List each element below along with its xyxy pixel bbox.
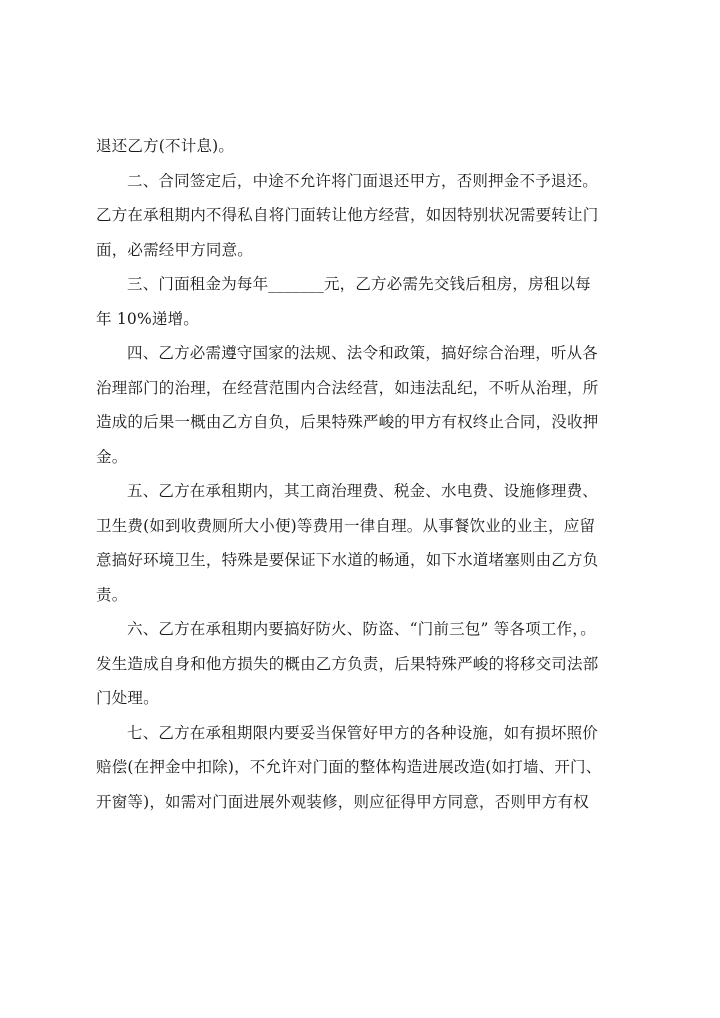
text-line: 门处理。 — [96, 689, 159, 707]
text-line: 卫生费(如到收费厕所大小便)等费用一律自理。从事餐饮业的业主，应留 — [96, 516, 596, 535]
text-line: 意搞好环境卫生，特殊是要保证下水道的畅通，如下水道堵塞则由乙方负 — [96, 551, 599, 569]
text-line: 责。 — [96, 585, 128, 604]
text-line: 五、乙方在承租期内，其工商治理费、税金、水电费、设施修理费、 — [127, 482, 599, 500]
text-line: 开窗等)，如需对门面进展外观装修，则应征得甲方同意，否则甲方有权 — [96, 792, 589, 811]
text-line: 造成的后果一概由乙方自负，后果特殊严峻的甲方有权终止合同，没收押 — [96, 413, 599, 431]
text-line: 赔偿(在押金中扣除)，不允许对门面的整体构造进展改造(如打墙、开门、 — [96, 758, 602, 776]
text-line: 退还乙方(不计息)。 — [96, 137, 235, 155]
text-line: 年 10%递增。 — [96, 309, 199, 328]
text-line: 面，必需经甲方同意。 — [96, 240, 254, 259]
text-line: 七、乙方在承租期限内要妥当保管好甲方的各种设施，如有损坏照价 — [127, 723, 599, 742]
text-line: 二、合同签定后，中途不允许将门面退还甲方，否则押金不予退还。 — [127, 171, 599, 190]
text-line: 六、乙方在承租期内要搞好防火、防盗、“门前三包” 等各项工作，。 — [127, 620, 596, 638]
contract-text — [96, 129, 696, 819]
text-line: 四、乙方必需遵守国家的法规、法令和政策，搞好综合治理，听从各 — [127, 344, 599, 362]
text-line: 金。 — [96, 447, 128, 466]
text-line: 乙方在承租期内不得私自将门面转让他方经营，如因特别状况需要转让门 — [96, 206, 599, 224]
text-line: 治理部门的治理，在经营范围内合法经营，如违法乱纪，不听从治理，所 — [96, 378, 599, 397]
text-line: 三、门面租金为每年_______元，乙方必需先交钱后租房，房租以每 — [127, 275, 591, 293]
text-line: 发生造成自身和他方损失的概由乙方负责，后果特殊严峻的将移交司法部 — [96, 654, 599, 673]
